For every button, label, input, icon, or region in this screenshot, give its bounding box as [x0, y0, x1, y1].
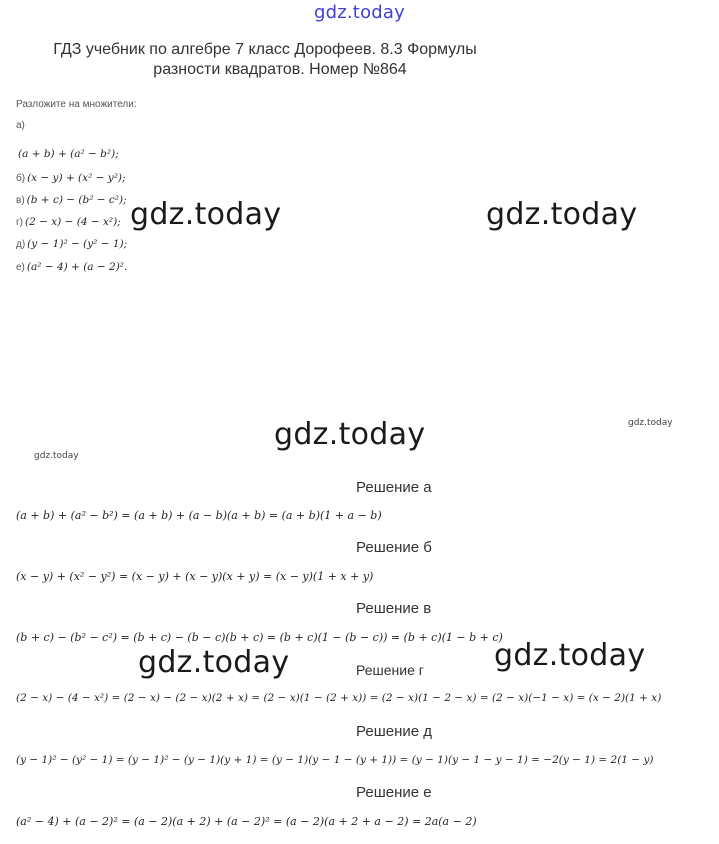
- solution-expr: (b + c) − (b² − c²) = (b + c) − (b − c)(b + c) = (b + c)(1 − (b − c)) = (b + c)(1 − b + c): [16, 631, 503, 644]
- task-item: [16, 261, 127, 273]
- task-intro: Разложите на множители:: [16, 99, 137, 110]
- page-title: [0, 40, 530, 80]
- title-line-1: ГДЗ учебник по алгебре 7 класс Дорофеев. 8.3 Формулы: [53, 41, 477, 58]
- solution-heading: Решение в: [356, 600, 432, 617]
- task-item-expr: (b + c) − (b² − c²);: [26, 194, 127, 206]
- solution-heading: Решение д: [356, 723, 432, 740]
- solution-expr: (2 − x) − (4 − x²) = (2 − x) − (2 − x)(2 + x) = (2 − x)(1 − (2 + x)) = (2 − x)(1 − 2 − x) = (2 − x)(−1 − x) = (x − 2)(1 + x): [16, 692, 662, 704]
- task-item-label: б): [16, 173, 26, 184]
- task-item-expr: (x − y) + (x² − y²);: [27, 172, 126, 184]
- watermark: gdz.today: [486, 197, 638, 232]
- title-line-2: разности квадратов. Номер №864: [153, 61, 407, 78]
- solution-heading: Решение а: [356, 479, 432, 496]
- task-item: [16, 216, 121, 228]
- task-item: [16, 238, 127, 250]
- task-item-expr: (a + b) + (a² − b²);: [18, 148, 119, 160]
- solution-expr: (a + b) + (a² − b²) = (a + b) + (a − b)(a + b) = (a + b)(1 + a − b): [16, 509, 382, 522]
- task-item: [16, 172, 126, 184]
- task-item-label: е): [16, 262, 25, 273]
- solution-expr: (x − y) + (x² − y²) = (x − y) + (x − y)(x + y) = (x − y)(1 + x + y): [16, 570, 374, 583]
- task-item-label: в): [16, 195, 25, 206]
- task-item-label: д): [16, 239, 26, 250]
- watermark: gdz.today: [130, 197, 282, 232]
- watermark: gdz.today: [138, 645, 290, 680]
- solution-heading: Решение е: [356, 784, 432, 801]
- site-logo[interactable]: gdz.today: [313, 2, 405, 23]
- watermark: gdz.today: [628, 418, 673, 428]
- task-item-label: а): [16, 120, 25, 131]
- solution-expr: (a² − 4) + (a − 2)² = (a − 2)(a + 2) + (a − 2)² = (a − 2)(a + 2 + a − 2) = 2a(a − 2): [16, 815, 477, 828]
- task-item: [16, 194, 127, 206]
- watermark: gdz.today: [34, 451, 79, 461]
- task-item-expr: (2 − x) − (4 − x²);: [24, 216, 121, 228]
- task-item-expr: (y − 1)² − (y² − 1);: [27, 238, 128, 250]
- task-item-label: г): [16, 217, 23, 228]
- solution-heading: Решение г: [356, 662, 424, 678]
- solution-expr: (y − 1)² − (y² − 1) = (y − 1)² − (y − 1)(y + 1) = (y − 1)(y − 1 − (y + 1)) = (y − 1)(y − 1 − y − 1) = −2(y − 1) = 2(1 − y): [16, 754, 654, 766]
- task-item: [16, 148, 119, 160]
- task-item-expr: (a² − 4) + (a − 2)².: [26, 261, 128, 273]
- watermark: gdz.today: [274, 417, 426, 452]
- solution-heading: Решение б: [356, 539, 432, 556]
- watermark: gdz.today: [494, 638, 646, 673]
